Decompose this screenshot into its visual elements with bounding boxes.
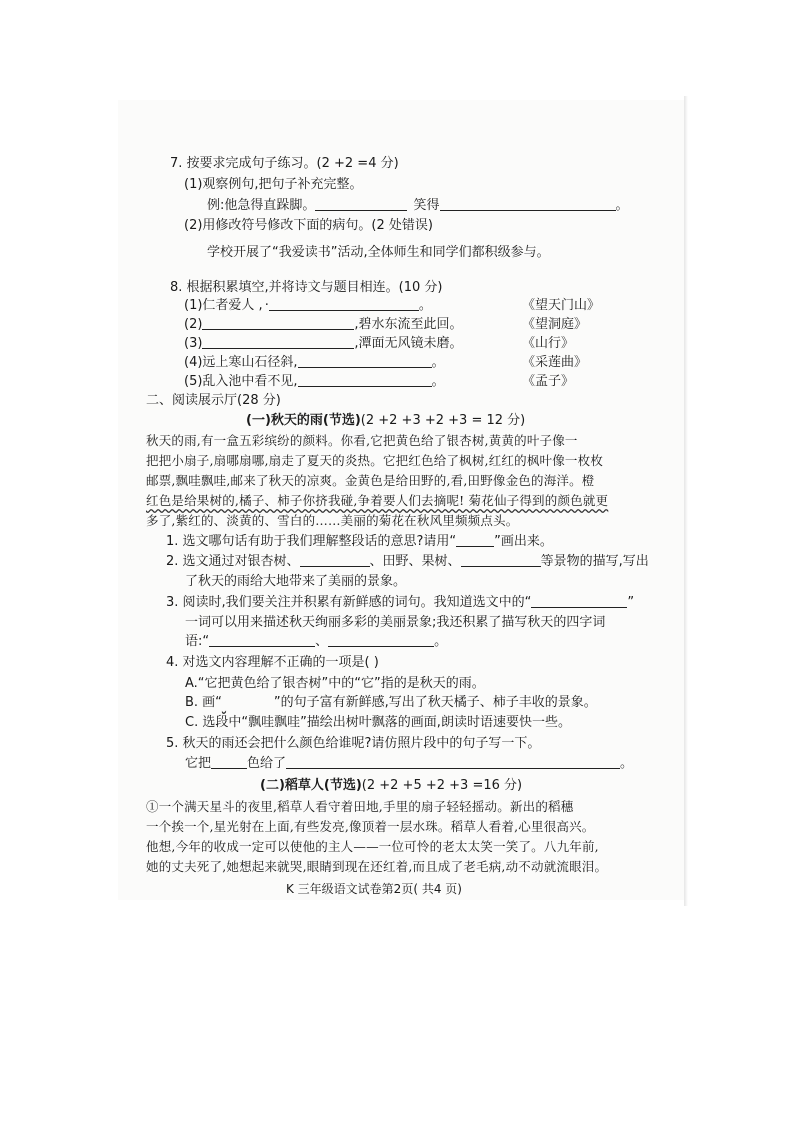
passage1-line-1: 秋天的雨,有一盒五彩缤纷的颜料。你看,它把黄色给了银杏树,黄黄的叶子像一 (146, 433, 578, 448)
q8-ref-2[interactable]: 《望洞庭》 (522, 317, 588, 332)
passage1-score: (2 +2 +3 +2 +3 = 12 分) (360, 413, 526, 428)
rq5-text-c: 。 (620, 756, 634, 771)
q7-part1: (1)观察例句,把句子补充完整。 (184, 177, 363, 192)
q8-item-1-suffix: 。 (418, 298, 432, 313)
page-edge-shadow (684, 96, 688, 906)
page-footer: K 三年级语文试卷第2页( 共4 页) (286, 882, 462, 896)
q8-ref-3[interactable]: 《山行》 (522, 336, 575, 351)
rq2 (166, 553, 649, 571)
rq4-option-b[interactable] (185, 694, 597, 712)
rq5-blank-1[interactable] (211, 756, 247, 769)
rq1-mark-sample (456, 534, 494, 547)
q8-item-2 (184, 316, 463, 334)
passage2-line-1: ①一个满天星斗的夜里,稻草人看守着田地,手里的扇子轻轻摇动。新出的稻穗 (146, 799, 574, 814)
passage2-line-4: 她的丈夫死了,她想起来就哭,眼睛到现在还红着,而且成了老毛病,动不动就流眼泪。 (146, 859, 608, 874)
rq3-text-d: 语:“ (185, 634, 210, 649)
rq2-text-c: 等景物的描写,写出 (540, 554, 649, 569)
passage1-line-2: 把把小扇子,扇哪扇哪,扇走了夏天的炎热。它把红色给了枫树,红红的枫叶像一枚枚 (146, 453, 604, 468)
passage2-title: (二)稻草人(节选) (260, 778, 362, 793)
q7-example (207, 197, 629, 215)
q7-example-text: 例:他急得直跺脚。 (207, 198, 316, 213)
q8-item-1: (1)仁者爱人 , · 。 (184, 298, 432, 313)
rq5-blank-2[interactable] (286, 756, 620, 769)
q7-sentence: 学校开展了“我爱读书”活动,全体师生和同学们都积级参与。 (207, 245, 550, 260)
rq2-text-b: 、田野、果树、 (369, 554, 461, 569)
q8-item-4 (184, 354, 445, 372)
rq5: 5. 秋天的雨还会把什么颜色给谁呢?请仿照片段中的句子写一下。 (166, 736, 541, 751)
q8-blank-2[interactable] (202, 317, 354, 330)
rq4-option-b-text-a: B. 画“ (185, 695, 222, 710)
q8-blank-3[interactable] (202, 336, 354, 349)
rq3-text-b: ” (627, 595, 635, 610)
rq3-blank-3[interactable] (328, 634, 434, 647)
rq1-text: 1. 选文哪句话有助于我们理解整段话的意思?请用“ (166, 534, 457, 549)
passage1-heading (246, 412, 525, 430)
q8-item-3-prefix: (3) (184, 336, 203, 351)
rq2-blank-2[interactable] (461, 554, 541, 567)
q7-title: 7. 按要求完成句子练习。(2 +2 =4 分) (170, 156, 399, 171)
q8-item-1-prefix: (1)仁者爱人 , (184, 298, 263, 313)
rq4: 4. 对选文内容理解不正确的一项是( ) (166, 655, 379, 670)
q8-item-3-suffix: ,潭面无风镜未磨。 (354, 336, 463, 351)
rq3-cont: 一词可以用来描述秋天绚丽多彩的美丽景象;我还积累了描写秋天的四字词 (185, 615, 606, 630)
q8-blank-1[interactable] (269, 298, 419, 311)
q7-example-end: 。 (615, 198, 629, 213)
q8-ref-1[interactable]: 《望天门山》 (522, 298, 601, 313)
q8-blank-5[interactable] (298, 374, 432, 387)
q8-item-2-prefix: (2) (184, 317, 203, 332)
rq3-cont2 (185, 633, 447, 651)
rq3-blank-1[interactable] (531, 595, 627, 608)
q8-item-2-suffix: ,碧水东流至此回。 (354, 317, 463, 332)
passage1-line-4: 红色是给果树的,橘子、柿子你挤我碰,争着要人们去摘呢! 菊花仙子得到的颜色就更 (146, 493, 609, 508)
rq4-option-a[interactable]: A.“它把黄色给了银杏树”中的“它”指的是秋天的雨。 (185, 676, 485, 691)
q7-blank-1[interactable] (315, 198, 407, 211)
passage1-line-5: 多了,紫红的、淡黄的、雪白的……美丽的菊花在秋风里频频点头。 (146, 513, 519, 528)
rq2-blank-1[interactable] (300, 554, 370, 567)
q8-item-4-suffix: 。 (431, 355, 445, 370)
q8-ref-5[interactable]: 《孟子》 (522, 374, 575, 389)
rq1 (166, 533, 553, 551)
passage2-heading (260, 777, 522, 795)
rq3 (166, 594, 634, 612)
rq2-cont: 了秋天的雨给大地带来了美丽的景象。 (185, 574, 407, 589)
rq4-wavy-sample (222, 694, 274, 712)
rq3-text-a: 3. 阅读时,我们要关注并积累有新鲜感的词句。我知道选文中的“ (166, 595, 532, 610)
q7-part2: (2)用修改符号修改下面的病句。(2 处错误) (184, 218, 433, 233)
q8-item-4-prefix: (4)远上寒山石径斜, (184, 355, 298, 370)
rq4-option-c[interactable]: C. 选段中“飘哇飘哇”描绘出树叶飘落的画面,朗读时语速要快一些。 (185, 715, 571, 730)
q8-item-5 (184, 373, 445, 391)
q8-blank-4[interactable] (298, 355, 432, 368)
rq2-text-a: 2. 选文通过对银杏树、 (166, 554, 300, 569)
q7-blank-2[interactable] (440, 198, 616, 211)
rq4-option-b-text-b: ”的句子富有新鲜感,写出了秋天橘子、柿子丰收的景象。 (273, 695, 597, 710)
q7-example-laugh: 笑得 (413, 198, 440, 213)
passage1-title: (一)秋天的雨(节选) (246, 413, 361, 428)
rq3-text-f: 。 (434, 634, 448, 649)
q8-item-3 (184, 335, 463, 353)
rq5-text-b: 色给了 (247, 756, 287, 771)
passage2-line-2: 一个挨一个,星光射在上面,有些发亮,像顶着一层水珠。稻草人看着,心里很高兴。 (146, 819, 595, 834)
q8-title: 8. 根据积累填空,并将诗文与题目相连。(10 分) (170, 280, 443, 295)
section2-title: 二、阅读展示厅(28 分) (146, 393, 281, 408)
q8-item-5-prefix: (5)乱入池中看不见, (184, 374, 298, 389)
passage2-score: (2 +2 +5 +2 +3 =16 分) (361, 778, 523, 793)
rq3-text-e: 、 (315, 634, 329, 649)
rq5-answer (185, 755, 633, 773)
rq1-end: ”画出来。 (494, 534, 553, 549)
passage2-line-3: 他想,今年的收成一定可以使他的主人——一位可怜的老太太笑一笑了。八九年前, (146, 839, 599, 854)
q8-item-5-suffix: 。 (431, 374, 445, 389)
q8-ref-4[interactable]: 《采莲曲》 (522, 355, 588, 370)
rq3-blank-2[interactable] (209, 634, 315, 647)
rq5-text-a: 它把 (185, 756, 212, 771)
passage1-line-3: 邮票,飘哇飘哇,邮来了秋天的凉爽。金黄色是给田野的,看,田野像金色的海洋。橙 (146, 473, 595, 488)
